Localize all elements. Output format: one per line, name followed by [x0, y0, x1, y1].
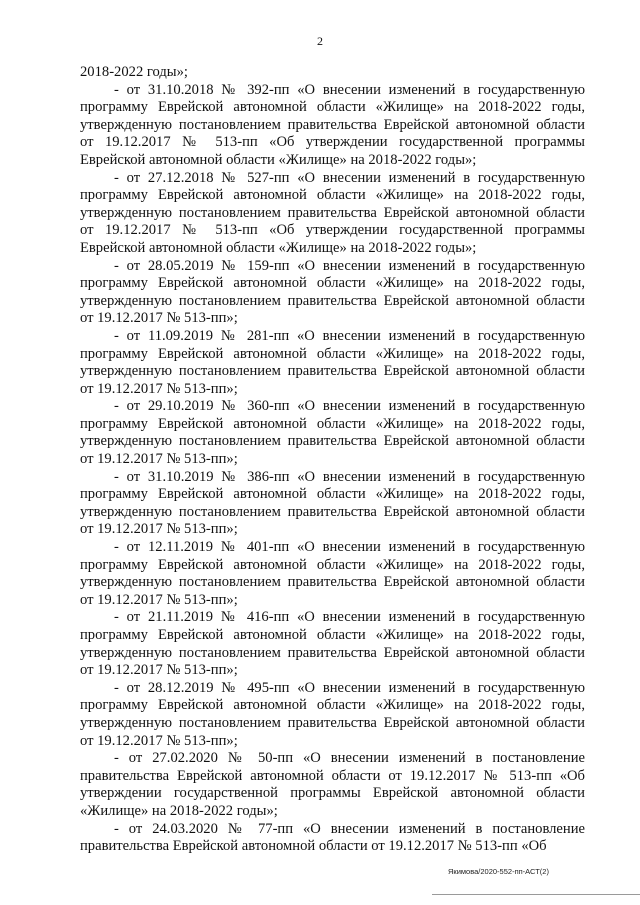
list-item-resolution: - от 31.10.2018 № 392-пп «О внесении изменений в государственную программу Еврейской автономной области «Жилище» на 2018-2022 годы, утвержденную постановлением правительства Еврейской автономной области от 19.12.2017 № 513-пп «Об утверждении государственной программы Еврейской автономной области «Жилище» на 2018-2022 годы»;: [80, 81, 585, 168]
footer-divider: [432, 894, 640, 895]
list-item-resolution: - от 21.11.2019 № 416-пп «О внесении изменений в государственную программу Еврейской автономной области «Жилище» на 2018-2022 годы, утвержденную постановлением правительства Еврейской автономной области от 19.12.2017 № 513-пп»;: [80, 609, 585, 679]
page-number: 2: [317, 34, 323, 48]
list-item-resolution: - от 27.12.2018 № 527-пп «О внесении изменений в государственную программу Еврейской автономной области «Жилище» на 2018-2022 годы, утвержденную постановлением правительства Еврейской автономной области от 19.12.2017 № 513-пп «Об утверждении государственной программы Еврейской автономной области «Жилище» на 2018-2022 годы»;: [80, 169, 585, 256]
footer-document-code: Якимова/2020-552-пп-АСТ(2): [448, 867, 549, 876]
list-item-resolution: - от 28.05.2019 № 159-пп «О внесении изменений в государственную программу Еврейской автономной области «Жилище» на 2018-2022 годы, утвержденную постановлением правительства Еврейской автономной области от 19.12.2017 № 513-пп»;: [80, 257, 585, 327]
list-item-resolution: - от 11.09.2019 № 281-пп «О внесении изменений в государственную программу Еврейской автономной области «Жилище» на 2018-2022 годы, утвержденную постановлением правительства Еврейской автономной области от 19.12.2017 № 513-пп»;: [80, 327, 585, 397]
list-item-resolution: - от 24.03.2020 № 77-пп «О внесении изменений в постановление правительства Еврейской автономной области от 19.12.2017 № 513-пп «Об: [80, 820, 585, 855]
document-body: [80, 64, 585, 856]
list-item-resolution: - от 27.02.2020 № 50-пп «О внесении изменений в постановление правительства Еврейской автономной области от 19.12.2017 № 513-пп «Об утверждении государственной программы Еврейской автономной области «Жилище» на 2018-2022 годы»;: [80, 750, 585, 819]
list-item-resolution: - от 31.10.2019 № 386-пп «О внесении изменений в государственную программу Еврейской автономной области «Жилище» на 2018-2022 годы, утвержденную постановлением правительства Еврейской автономной области от 19.12.2017 № 513-пп»;: [80, 468, 585, 538]
list-item-resolution: - от 28.12.2019 № 495-пп «О внесении изменений в государственную программу Еврейской автономной области «Жилище» на 2018-2022 годы, утвержденную постановлением правительства Еврейской автономной области от 19.12.2017 № 513-пп»;: [80, 679, 585, 749]
paragraph-continuation: 2018-2022 годы»;: [80, 64, 188, 80]
list-item-resolution: - от 12.11.2019 № 401-пп «О внесении изменений в государственную программу Еврейской автономной области «Жилище» на 2018-2022 годы, утвержденную постановлением правительства Еврейской автономной области от 19.12.2017 № 513-пп»;: [80, 539, 585, 608]
list-item-resolution: - от 29.10.2019 № 360-пп «О внесении изменений в государственную программу Еврейской автономной области «Жилище» на 2018-2022 годы, утвержденную постановлением правительства Еврейской автономной области от 19.12.2017 № 513-пп»;: [80, 398, 585, 468]
